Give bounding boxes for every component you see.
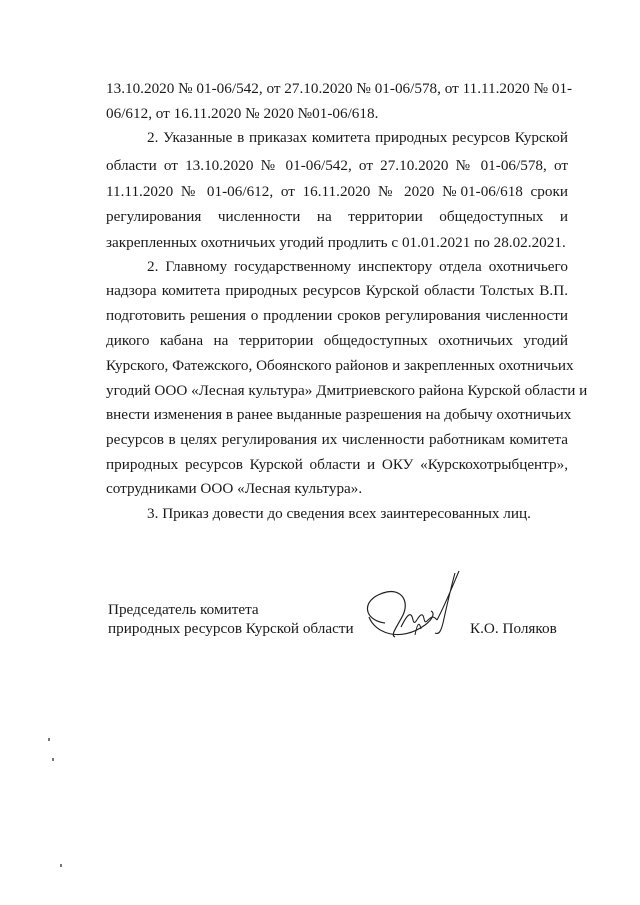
position-line: природных ресурсов Курской области <box>108 620 354 637</box>
paragraph-line: ресурсов в целях регулирования их численности работникам комитета <box>106 431 568 448</box>
paragraph-line: подготовить решения о продлении сроков регулирования численности <box>106 307 568 324</box>
paragraph-line: регулирования численности на территории общедоступных и <box>106 208 568 225</box>
handwritten-signature <box>355 565 475 655</box>
position-line: Председатель комитета <box>108 601 259 618</box>
paragraph-line: угодий ООО «Лесная культура» Дмитриевского района Курской области и <box>106 382 588 399</box>
paragraph-line: внести изменения в ранее выданные разрешения на добычу охотничьих <box>106 406 572 423</box>
signatory-name: К.О. Поляков <box>470 620 557 637</box>
paragraph-line: 2. Главному государственному инспектору отдела охотничьего <box>147 258 568 275</box>
signatory-position <box>108 600 354 638</box>
paragraph-line: природных ресурсов Курской области и ОКУ «Курскохотрыбцентр», <box>106 456 568 473</box>
paragraph-line: области от 13.10.2020 № 01-06/542, от 27.10.2020 № 01-06/578, от <box>106 157 568 174</box>
paragraph-line: закрепленных охотничьих угодий продлить с 01.01.2021 по 28.02.2021. <box>106 234 566 251</box>
paragraph-line: 11.11.2020 № 01-06/612, от 16.11.2020 № 2020 №01-06/618 сроки <box>106 183 568 200</box>
paragraph-line: 13.10.2020 № 01-06/542, от 27.10.2020 № 01-06/578, от 11.11.2020 № 01- <box>106 80 573 97</box>
paragraph-line: дикого кабана на территории общедоступных охотничьих угодий <box>106 332 568 349</box>
scan-mark <box>52 758 54 761</box>
paragraph-line: 06/612, от 16.11.2020 № 2020 №01-06/618. <box>106 105 379 122</box>
paragraph-line: Курского, Фатежского, Обоянского районов и закрепленных охотничьих <box>106 357 574 374</box>
paragraph-line: 2. Указанные в приказах комитета природных ресурсов Курской <box>147 129 568 146</box>
paragraph-line: надзора комитета природных ресурсов Курской области Толстых В.П. <box>106 282 568 299</box>
paragraph-line: 3. Приказ довести до сведения всех заинтересованных лиц. <box>147 505 531 522</box>
scan-mark <box>48 738 50 741</box>
scan-mark <box>60 864 62 867</box>
paragraph-line: сотрудниками ООО «Лесная культура». <box>106 480 363 497</box>
